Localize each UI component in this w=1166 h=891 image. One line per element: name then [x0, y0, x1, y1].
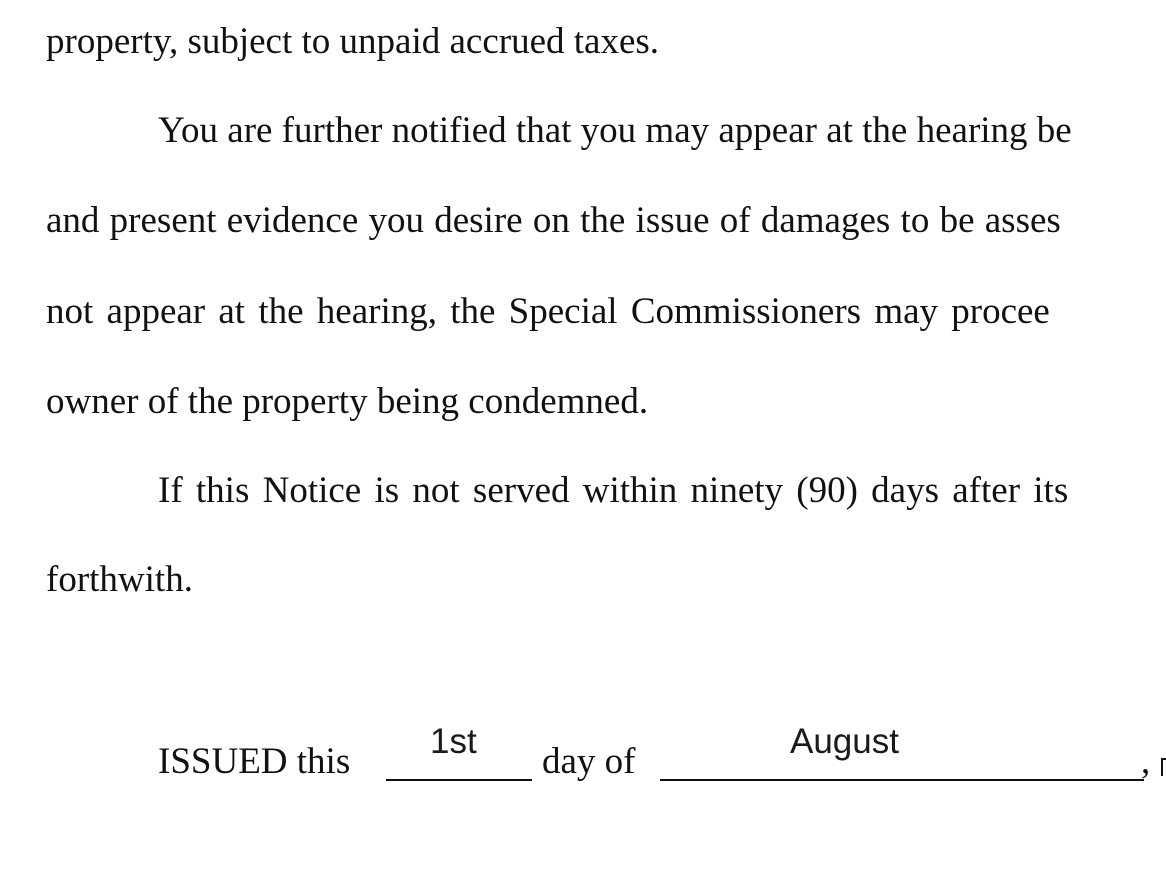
paragraph-line-7: forthwith.	[46, 559, 193, 600]
day-of-label: day of	[542, 741, 636, 782]
paragraph-line-4: not appear at the hearing, the Special Commissioners may procee	[46, 291, 1050, 332]
day-blank-line	[386, 779, 532, 781]
day-value: 1st	[430, 722, 477, 761]
trailing-comma: ,	[1141, 741, 1151, 782]
paragraph-line-2: You are further notified that you may appear at the hearing be	[158, 110, 1072, 151]
paragraph-line-3: and present evidence you desire on the issue of damages to be asses	[46, 200, 1061, 241]
paragraph-line-6: If this Notice is not served within ninety (90) days after its	[158, 470, 1069, 511]
paragraph-line-5: owner of the property being condemned.	[46, 381, 649, 422]
issued-date-row	[158, 722, 1166, 790]
month-blank-line	[660, 779, 1144, 781]
cut-off-character-mark	[1161, 758, 1166, 776]
month-value: August	[790, 722, 899, 761]
paragraph-line-1: property, subject to unpaid accrued taxes.	[46, 21, 660, 62]
issued-label: ISSUED this	[158, 741, 351, 782]
